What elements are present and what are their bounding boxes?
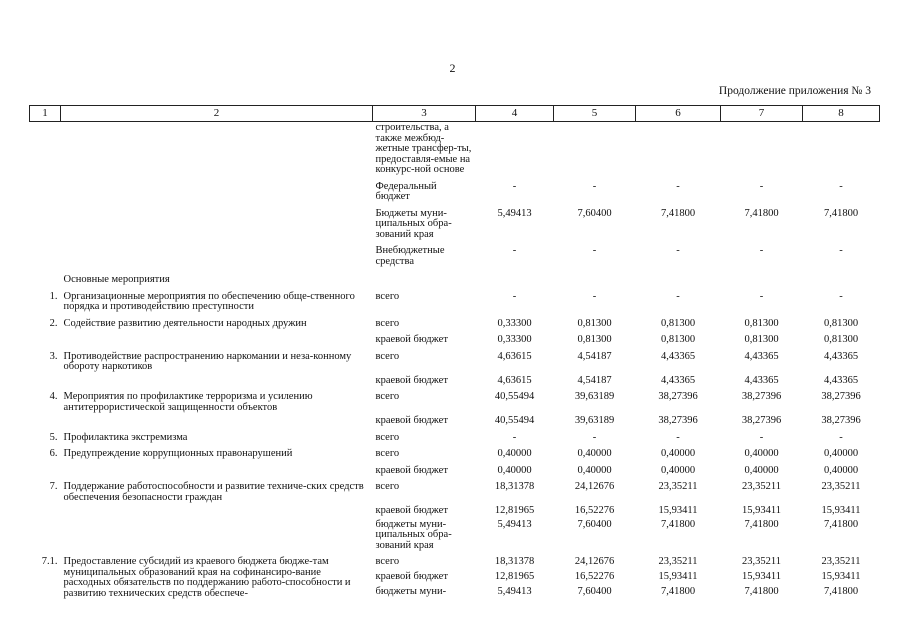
funding-source: бюджеты муни- bbox=[375, 586, 447, 598]
value-cell: 4,54187 bbox=[577, 350, 612, 362]
value-cell: 7,41800 bbox=[744, 207, 779, 219]
table-row bbox=[30, 445, 880, 462]
table-row bbox=[30, 553, 880, 571]
value-cell: 38,27396 bbox=[741, 391, 782, 402]
row-number: 7. bbox=[49, 481, 58, 492]
funding-source: всего bbox=[375, 290, 400, 302]
funding-source: всего bbox=[375, 350, 400, 362]
row-number: 3. bbox=[49, 350, 58, 362]
value-cell: 23,35211 bbox=[821, 556, 861, 567]
row-number: 2. bbox=[49, 317, 58, 329]
row-number: 7.1. bbox=[41, 556, 58, 567]
value-cell: 0,40000 bbox=[660, 448, 696, 459]
value-cell: - bbox=[512, 180, 517, 192]
value-cell: 4,63615 bbox=[497, 350, 532, 362]
funding-source: Бюджеты муни-ципальных обра-зований края bbox=[375, 207, 452, 240]
value-cell: 16,52276 bbox=[574, 505, 615, 516]
value-cell: 23,35211 bbox=[742, 481, 781, 492]
funding-source: всего bbox=[375, 431, 400, 443]
value-cell: 16,52276 bbox=[574, 571, 615, 583]
value-cell: 38,27396 bbox=[741, 415, 782, 426]
value-cell: 15,93411 bbox=[742, 505, 781, 516]
table-body bbox=[30, 122, 880, 602]
table-row bbox=[30, 242, 880, 269]
value-cell: 40,55494 bbox=[494, 391, 535, 402]
row-number: 1. bbox=[49, 290, 58, 302]
activity-name: Основные мероприятия bbox=[63, 274, 170, 285]
value-cell: 7,60400 bbox=[577, 586, 612, 598]
funding-source: краевой бюджет bbox=[375, 464, 448, 476]
value-cell: 0,33300 bbox=[497, 334, 532, 345]
activity-name: Мероприятия по профилактике терроризма и усилению антитеррористической защищенности объектов bbox=[63, 391, 313, 413]
activity-name: Содействие развитию деятельности народных дружин bbox=[63, 317, 307, 329]
funding-source: всего bbox=[375, 481, 400, 492]
activity-name bbox=[61, 242, 373, 269]
funding-source bbox=[373, 269, 476, 288]
column-number-row bbox=[30, 106, 880, 122]
activity-name: Предупреждение коррупционных правонарушений bbox=[63, 448, 293, 459]
value-cell: 5,49413 bbox=[497, 207, 532, 219]
value-cell: - bbox=[759, 290, 764, 302]
value-cell: 7,41800 bbox=[660, 207, 696, 219]
value-cell: 4,63615 bbox=[497, 374, 532, 386]
value-cell: 18,31378 bbox=[494, 481, 535, 492]
activity-name bbox=[61, 331, 373, 348]
column-number: 8 bbox=[803, 106, 880, 122]
funding-source: краевой бюджет bbox=[375, 505, 448, 516]
value-cell: 12,81965 bbox=[494, 571, 535, 583]
column-number: 3 bbox=[373, 106, 476, 122]
value-cell: 0,40000 bbox=[577, 448, 612, 459]
value-cell: 40,55494 bbox=[494, 415, 535, 426]
value-cell: 5,49413 bbox=[497, 518, 532, 530]
table-row bbox=[30, 331, 880, 348]
value-cell: - bbox=[512, 290, 517, 302]
value-cell: 4,43365 bbox=[660, 350, 696, 362]
activity-name bbox=[61, 519, 373, 554]
program-table bbox=[29, 105, 880, 601]
column-number: 7 bbox=[721, 106, 803, 122]
value-cell: 15,93411 bbox=[742, 571, 781, 583]
continuation-label: Продолжение приложения № 3 bbox=[718, 85, 871, 97]
column-number: 4 bbox=[476, 106, 554, 122]
value-cell: 7,41800 bbox=[823, 586, 859, 598]
activity-name bbox=[61, 375, 373, 389]
value-cell bbox=[476, 269, 554, 288]
value-cell bbox=[554, 269, 636, 288]
value-cell: 4,43365 bbox=[823, 374, 859, 386]
value-cell: 0,81300 bbox=[744, 334, 779, 345]
funding-source: всего bbox=[375, 317, 400, 329]
table-row bbox=[30, 415, 880, 429]
value-cell: - bbox=[592, 290, 597, 302]
table-row bbox=[30, 315, 880, 332]
value-cell bbox=[721, 122, 803, 178]
value-cell: 7,41800 bbox=[823, 207, 859, 219]
value-cell: 4,43365 bbox=[744, 350, 779, 362]
value-cell: 4,43365 bbox=[744, 374, 779, 386]
column-number: 6 bbox=[636, 106, 721, 122]
table-row bbox=[30, 288, 880, 315]
activity-name: Организационные мероприятия по обеспечению обще-ственного порядка и противодействию преступности bbox=[63, 290, 355, 312]
value-cell: 12,81965 bbox=[494, 505, 535, 516]
row-number bbox=[30, 415, 61, 429]
value-cell: 7,41800 bbox=[823, 518, 859, 530]
column-number: 2 bbox=[61, 106, 373, 122]
activity-name bbox=[61, 205, 373, 243]
value-cell: 0,40000 bbox=[497, 464, 532, 476]
value-cell bbox=[721, 269, 803, 288]
activity-name bbox=[61, 462, 373, 479]
table-row bbox=[30, 388, 880, 415]
value-cell: - bbox=[676, 245, 680, 256]
value-cell: 0,81300 bbox=[660, 334, 696, 345]
row-number bbox=[30, 519, 61, 554]
funding-source: краевой бюджет bbox=[375, 374, 448, 386]
table-row bbox=[30, 478, 880, 505]
value-cell: 0,40000 bbox=[744, 464, 779, 476]
value-cell: 15,93411 bbox=[658, 571, 698, 583]
table-row bbox=[30, 375, 880, 389]
row-number: 4. bbox=[49, 391, 58, 402]
value-cell: 7,41800 bbox=[744, 518, 779, 530]
row-number bbox=[30, 178, 61, 205]
value-cell: 0,81300 bbox=[744, 317, 779, 329]
value-cell: 4,43365 bbox=[823, 350, 859, 362]
row-number bbox=[30, 269, 61, 288]
value-cell: - bbox=[759, 245, 764, 256]
value-cell: 23,35211 bbox=[821, 481, 861, 492]
value-cell: 0,33300 bbox=[497, 317, 532, 329]
value-cell: - bbox=[839, 180, 843, 192]
page-number: 2 bbox=[449, 61, 456, 75]
value-cell bbox=[554, 122, 636, 178]
row-number bbox=[30, 505, 61, 519]
value-cell bbox=[476, 122, 554, 178]
table-row bbox=[30, 178, 880, 205]
row-number bbox=[30, 331, 61, 348]
value-cell: - bbox=[839, 431, 843, 443]
activity-name: Поддержание работоспособности и развитие техниче-ских средств обеспечения безопасности граждан bbox=[63, 481, 364, 503]
value-cell: - bbox=[839, 290, 843, 302]
value-cell: - bbox=[759, 431, 764, 443]
value-cell: 0,40000 bbox=[823, 464, 859, 476]
value-cell: 7,41800 bbox=[744, 586, 779, 598]
value-cell: 38,27396 bbox=[821, 415, 861, 426]
table-row bbox=[30, 505, 880, 519]
funding-source: всего bbox=[375, 391, 400, 402]
funding-source: строительства, а также межбюд-жетные трансфер-ты, предоставля-емые на конкурс-ной основе bbox=[375, 122, 472, 175]
table-row bbox=[30, 122, 880, 178]
value-cell: - bbox=[592, 431, 597, 443]
funding-source: бюджеты муни-ципальных обра-зований края bbox=[375, 518, 452, 551]
activity-name bbox=[61, 415, 373, 429]
value-cell: 15,93411 bbox=[821, 571, 861, 583]
value-cell: 7,60400 bbox=[577, 518, 612, 530]
row-number bbox=[30, 242, 61, 269]
value-cell bbox=[636, 122, 721, 178]
funding-source: всего bbox=[375, 556, 400, 567]
value-cell: - bbox=[676, 431, 680, 443]
value-cell: 7,60400 bbox=[577, 207, 612, 219]
value-cell: 38,27396 bbox=[658, 415, 698, 426]
value-cell: 0,81300 bbox=[577, 317, 612, 329]
value-cell: 24,12676 bbox=[574, 556, 615, 567]
table-row bbox=[30, 462, 880, 479]
column-number: 5 bbox=[554, 106, 636, 122]
activity-name: Профилактика экстремизма bbox=[63, 431, 188, 443]
value-cell: - bbox=[759, 180, 764, 192]
value-cell: 0,40000 bbox=[744, 448, 779, 459]
value-cell: 23,35211 bbox=[658, 556, 698, 567]
value-cell: 23,35211 bbox=[658, 481, 698, 492]
row-number bbox=[30, 571, 61, 586]
row-number bbox=[30, 375, 61, 389]
funding-source: краевой бюджет bbox=[375, 415, 448, 426]
value-cell: 23,35211 bbox=[742, 556, 781, 567]
value-cell: 39,63189 bbox=[574, 415, 615, 426]
table-row bbox=[30, 519, 880, 554]
funding-source: Внебюджетные средства bbox=[375, 245, 445, 267]
value-cell bbox=[803, 122, 880, 178]
value-cell bbox=[803, 269, 880, 288]
value-cell: - bbox=[676, 290, 680, 302]
value-cell: 18,31378 bbox=[494, 556, 535, 567]
table-row bbox=[30, 348, 880, 375]
funding-source: краевой бюджет bbox=[375, 334, 448, 345]
value-cell: - bbox=[676, 180, 680, 192]
value-cell: 0,40000 bbox=[497, 448, 532, 459]
table-row bbox=[30, 205, 880, 243]
value-cell: 0,40000 bbox=[660, 464, 696, 476]
value-cell: 7,41800 bbox=[660, 518, 696, 530]
row-number: 5. bbox=[49, 431, 58, 443]
value-cell: 0,81300 bbox=[660, 317, 696, 329]
value-cell: 5,49413 bbox=[497, 586, 532, 598]
value-cell: 39,63189 bbox=[574, 391, 615, 402]
value-cell: - bbox=[839, 245, 843, 256]
table-row bbox=[30, 269, 880, 288]
value-cell: - bbox=[592, 245, 597, 256]
value-cell: - bbox=[512, 245, 517, 256]
activity-name bbox=[61, 178, 373, 205]
table-row bbox=[30, 429, 880, 446]
activity-name bbox=[61, 122, 373, 178]
row-number bbox=[30, 462, 61, 479]
activity-name bbox=[61, 505, 373, 519]
value-cell: 0,40000 bbox=[823, 448, 859, 459]
funding-source: Федеральный бюджет bbox=[375, 180, 437, 202]
funding-source: краевой бюджет bbox=[375, 571, 448, 583]
activity-name: Противодействие распространению наркомании и неза-конному обороту наркотиков bbox=[63, 350, 352, 372]
value-cell: 4,54187 bbox=[577, 374, 612, 386]
value-cell: - bbox=[512, 431, 517, 443]
value-cell: 15,93411 bbox=[658, 505, 698, 516]
value-cell: 0,81300 bbox=[823, 334, 859, 345]
value-cell: - bbox=[592, 180, 597, 192]
value-cell: 15,93411 bbox=[821, 505, 861, 516]
value-cell: 4,43365 bbox=[660, 374, 696, 386]
column-number: 1 bbox=[30, 106, 61, 122]
funding-source: всего bbox=[375, 448, 400, 459]
activity-name: Предоставление субсидий из краевого бюджета бюдже-там муниципальных образований края на софинансиро-вание расходных обязательств по поддержанию работо-способности и развитию технических средств обеспече- bbox=[63, 556, 351, 599]
row-number: 6. bbox=[49, 448, 58, 459]
row-number bbox=[30, 205, 61, 243]
value-cell bbox=[636, 269, 721, 288]
row-number bbox=[30, 586, 61, 601]
row-number bbox=[30, 122, 61, 178]
value-cell: 24,12676 bbox=[574, 481, 615, 492]
value-cell: 38,27396 bbox=[821, 391, 861, 402]
value-cell: 0,40000 bbox=[577, 464, 612, 476]
value-cell: 0,81300 bbox=[823, 317, 859, 329]
value-cell: 7,41800 bbox=[660, 586, 696, 598]
value-cell: 38,27396 bbox=[658, 391, 698, 402]
value-cell: 0,81300 bbox=[577, 334, 612, 345]
